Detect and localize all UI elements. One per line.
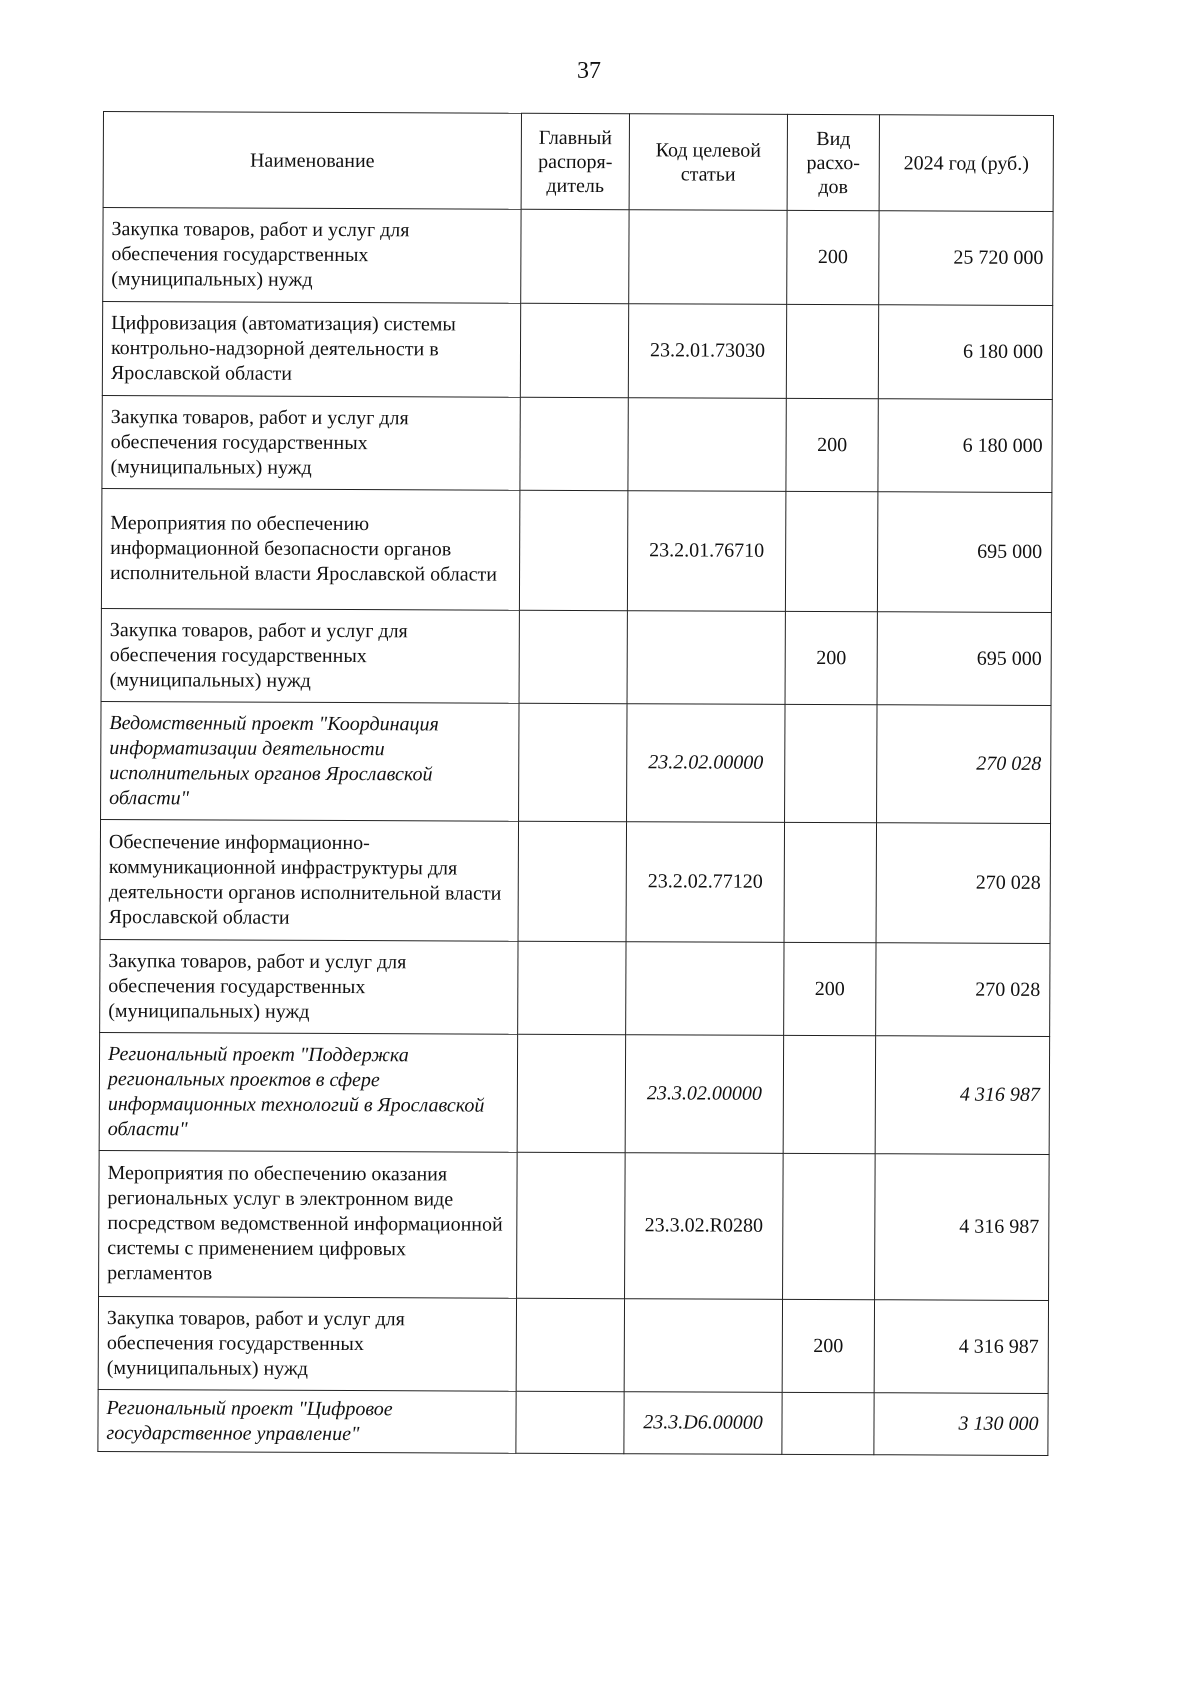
row-expense-type: 200 [785,611,877,704]
row-administrator [518,941,626,1034]
row-code [629,210,787,305]
row-amount: 270 028 [876,823,1051,944]
row-administrator [516,1391,624,1453]
row-code [627,611,785,705]
row-expense-type [785,704,877,822]
row-code: 23.3.02.00000 [625,1035,783,1154]
table-row [99,1150,1050,1300]
row-administrator [519,610,627,703]
row-name: Ведомственный проект "Координация информатизации деятельности исполнительных органов Ярославской области" [101,701,519,821]
header-administrator: Главный распоря-дитель [521,113,629,209]
budget-table [97,111,1054,1456]
header-expense-type: Вид расхо-дов [787,114,879,210]
table-row [98,1296,1048,1393]
row-amount: 4 316 987 [875,1036,1049,1155]
row-name: Закупка товаров, работ и услуг для обеспечения государственных (муниципальных) нужд [102,395,520,490]
row-name: Закупка товаров, работ и услуг для обеспечения государственных (муниципальных) нужд [98,1296,516,1391]
row-name: Закупка товаров, работ и услуг для обеспечения государственных (муниципальных) нужд [100,939,518,1034]
row-administrator [520,397,628,490]
row-code [626,942,784,1036]
row-code: 23.3.D6.00000 [624,1392,782,1455]
table-row [102,395,1052,492]
row-expense-type [782,1392,874,1454]
row-administrator [518,821,627,941]
row-amount: 270 028 [877,705,1051,824]
row-expense-type: 200 [782,1299,874,1392]
row-administrator [520,303,628,397]
row-code: 23.2.02.00000 [627,704,785,823]
row-expense-type: 200 [786,398,878,491]
row-expense-type [783,1035,875,1153]
row-amount: 695 000 [877,492,1052,613]
row-expense-type [783,1153,876,1299]
row-name: Региональный проект "Цифровое государственное управление" [98,1389,516,1453]
table-body [98,208,1053,1456]
header-amount: 2024 год (руб.) [879,115,1053,212]
table-row [103,208,1053,306]
row-administrator [519,703,627,821]
row-name: Мероприятия по обеспечению оказания региональных услуг в электронном виде посредством ведомственной информационной системы с применением цифровых регламентов [99,1150,518,1298]
row-administrator [516,1298,624,1391]
table-row [102,302,1052,400]
row-administrator [519,490,628,610]
row-amount: 25 720 000 [879,211,1053,306]
row-expense-type [786,304,878,398]
row-name: Закупка товаров, работ и услуг для обеспечения государственных (муниципальных) нужд [103,208,521,304]
table-row [101,608,1051,705]
row-name: Региональный проект "Поддержка региональных проектов в сфере информационных технологий в Ярославской области" [99,1032,517,1152]
row-amount: 695 000 [877,612,1051,706]
table-row [98,1389,1048,1455]
row-administrator [517,1034,625,1152]
row-code [624,1299,782,1393]
row-name: Закупка товаров, работ и услуг для обеспечения государственных (муниципальных) нужд [101,608,519,703]
row-code: 23.3.02.R0280 [625,1153,784,1300]
row-code [628,398,786,492]
row-administrator [521,209,629,303]
row-code: 23.2.02.77120 [626,822,785,943]
row-amount: 6 180 000 [878,305,1052,400]
row-name: Цифровизация (автоматизация) системы контрольно-надзорной деятельности в Ярославской области [102,302,520,398]
row-amount: 6 180 000 [878,399,1052,493]
page-number: 37 [577,58,601,84]
row-amount: 4 316 987 [874,1300,1048,1394]
table-row [101,488,1051,612]
row-expense-type: 200 [787,210,879,304]
table-header-row [103,112,1053,212]
table-row [99,1032,1049,1154]
table-row [100,819,1050,943]
row-administrator [517,1152,626,1298]
row-code: 23.2.01.76710 [627,491,786,612]
row-amount: 3 130 000 [874,1393,1048,1456]
row-expense-type [785,491,878,611]
table-row [100,939,1050,1036]
header-name: Наименование [103,112,521,210]
row-code: 23.2.01.73030 [628,304,786,399]
row-name: Обеспечение информационно-коммуникационной инфраструктуры для деятельности органов исполнительной власти Ярославской области [100,819,518,941]
header-code: Код целевой статьи [629,114,787,211]
row-amount: 4 316 987 [875,1154,1050,1301]
row-expense-type [784,822,877,942]
row-expense-type: 200 [784,942,876,1035]
row-amount: 270 028 [876,943,1050,1037]
table-row [101,701,1051,823]
row-name: Мероприятия по обеспечению информационной безопасности органов исполнительной власти Ярославской области [101,488,519,610]
